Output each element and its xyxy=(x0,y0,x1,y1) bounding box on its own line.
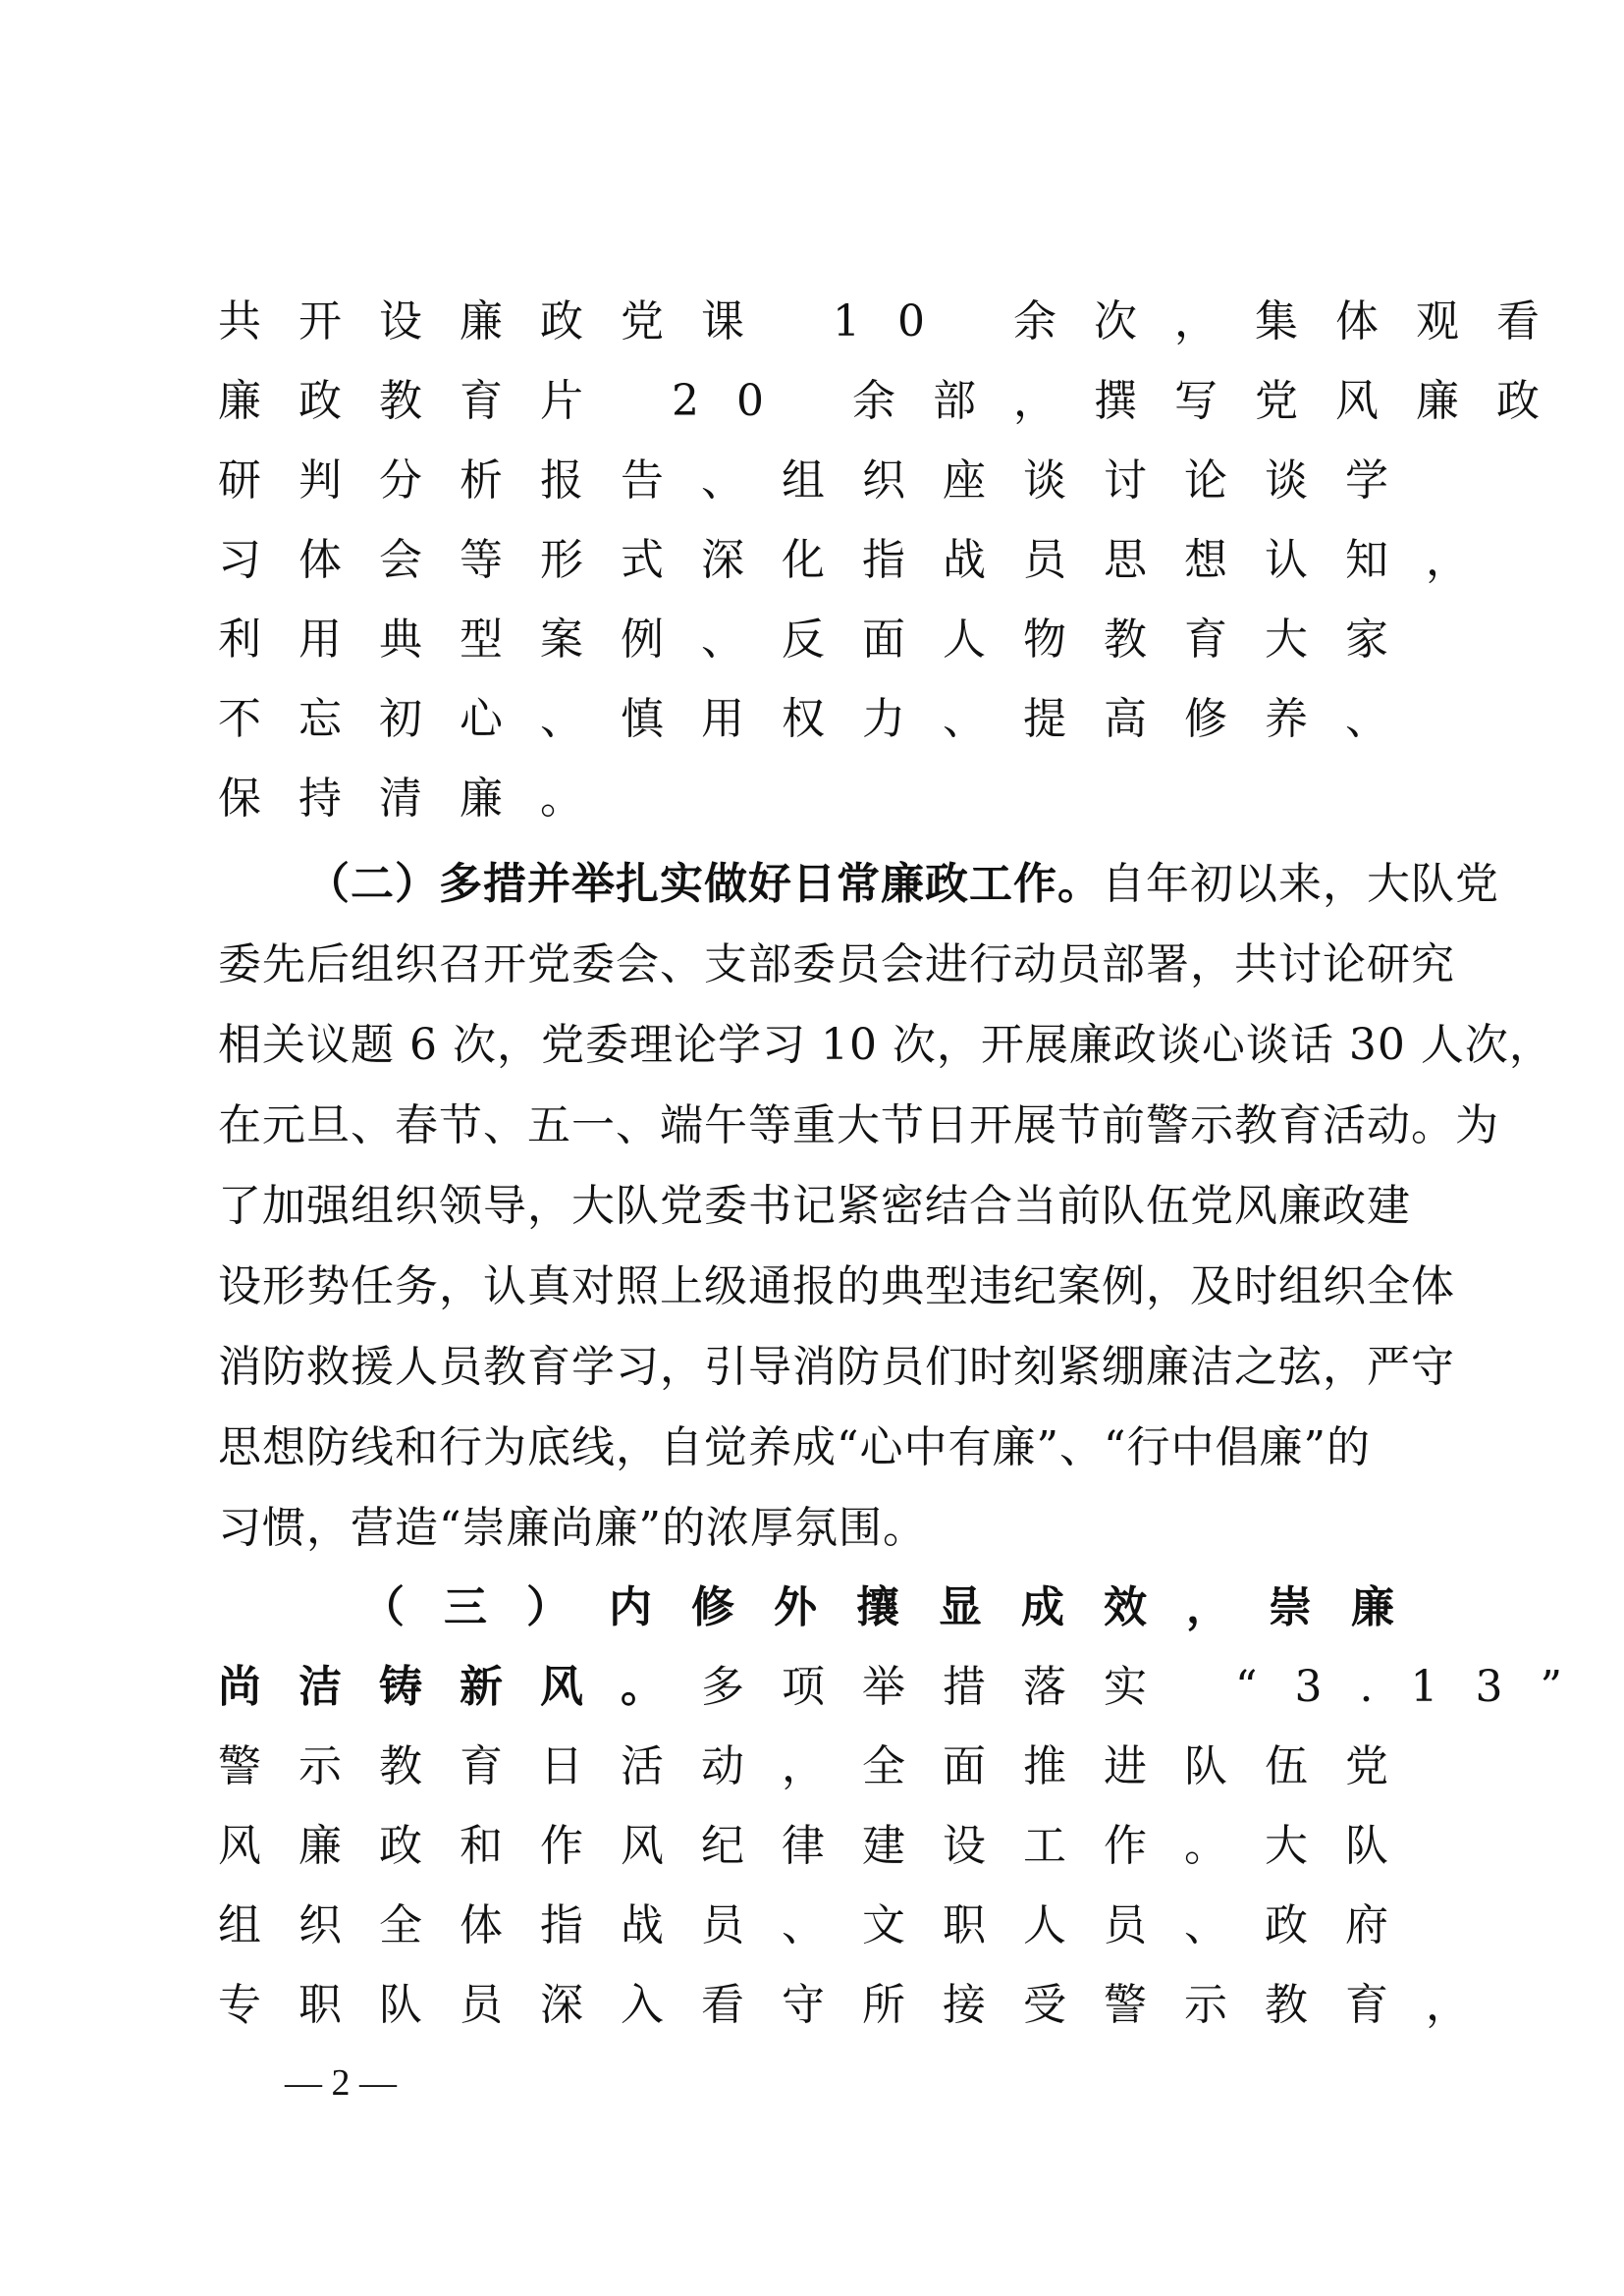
section2-first-line-text: 自年初以来，大队党 xyxy=(1102,859,1499,909)
paragraph1-line-2: 廉政教育片 20 余部，撰写党风廉政 xyxy=(218,376,1577,426)
section2-line-8: 习惯，营造“崇廉尚廉”的浓厚氛围。 xyxy=(218,1503,927,1553)
section3-line-heading-continuation xyxy=(218,1653,1599,1722)
section2-line-4: 了加强组织领导，大队党委书记紧密结合当前队伍党风廉政建 xyxy=(218,1181,1411,1231)
section3-line-4: 专职队员深入看守所接受警示教育， xyxy=(218,1980,1506,2030)
paragraph1-line-6: 不忘初心、慎用权力、提高修养、 xyxy=(218,694,1426,744)
section3-line-2: 风廉政和作风纪律建设工作。大队 xyxy=(218,1821,1426,1871)
section2-line-1: 委先后组织召开党委会、支部委员会进行动员部署，共讨论研究 xyxy=(218,939,1455,989)
paragraph1-line-3: 研判分析报告、组织座谈讨论谈学 xyxy=(218,455,1426,506)
section2-line-6: 消防救援人员教育学习，引导消防员们时刻紧绷廉洁之弦，严守 xyxy=(218,1342,1455,1392)
section3-line-2-text: 多项举措落实 “3.13” xyxy=(701,1662,1599,1712)
section2-line-7: 思想防线和行为底线，自觉养成“心中有廉”、“行中倡廉”的 xyxy=(218,1422,1371,1472)
page-number: — 2 — xyxy=(285,2062,397,2104)
section2-first-line xyxy=(306,850,1543,919)
paragraph1-line-7: 保持清廉。 xyxy=(218,774,621,824)
section3-line-1: 警示教育日活动，全面推进队伍党 xyxy=(218,1741,1426,1791)
section2-line-2: 相关议题 6 次，党委理论学习 10 次，开展廉政谈心谈话 30 人次， xyxy=(218,1020,1553,1070)
paragraph1-line-4: 习体会等形式深化指战员思想认知， xyxy=(218,535,1506,585)
paragraph1-line-1: 共开设廉政党课 10 余次，集体观看 xyxy=(218,296,1577,347)
paragraph1-line-5: 利用典型案例、反面人物教育大家 xyxy=(218,614,1426,665)
section3-line-3: 组织全体指战员、文职人员、政府 xyxy=(218,1900,1426,1950)
section2-line-3: 在元旦、春节、五一、端午等重大节日开展节前警示教育活动。为 xyxy=(218,1100,1499,1150)
section3-heading-line-2: 尚洁铸新风。 xyxy=(218,1662,701,1712)
section3-heading-line-1: （三）内修外攘显成效，崇廉 xyxy=(361,1582,1434,1632)
section2-line-5: 设形势任务，认真对照上级通报的典型违纪案例，及时组织全体 xyxy=(218,1261,1455,1311)
section2-heading: （二）多措并举扎实做好日常廉政工作。 xyxy=(306,859,1102,909)
